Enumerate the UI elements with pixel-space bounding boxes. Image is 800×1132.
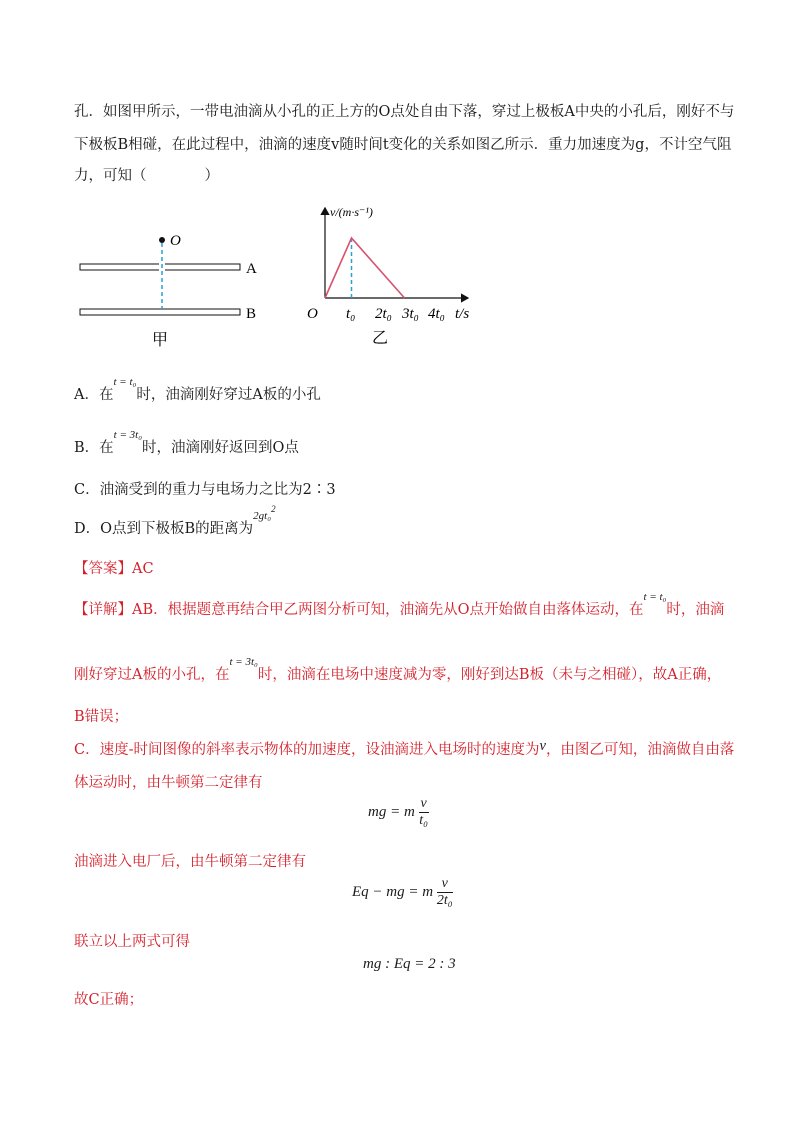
tick-t0: t₀: [346, 306, 356, 322]
label-o: O: [170, 233, 181, 249]
option-a-math: t = t₀: [113, 376, 137, 388]
point-o-dot: [159, 237, 165, 243]
explain-para-3: B错误；: [74, 709, 129, 725]
problem-line-3: 力，可知（ ）: [74, 168, 219, 184]
explain-para-6: 油滴进入电厂后，由牛顿第二定律有: [74, 854, 306, 870]
tick-3t0: 3t₀: [402, 306, 419, 322]
option-b-math: t = 3t₀: [113, 429, 143, 441]
option-a-prefix: A．在: [74, 387, 114, 403]
plate-b: [80, 309, 240, 315]
explain-math-t0: t = t₀: [643, 591, 667, 603]
tick-4t0: 4t₀: [428, 306, 445, 322]
formula-1: mg = m $\frac{v}{\text{t₀}}$: [368, 796, 429, 828]
explain-para-4: C．速度-时间图像的斜率表示物体的加速度，设油滴进入电场时的速度为v，由图乙可知，油滴做自由落: [74, 738, 735, 758]
option-b: [74, 429, 299, 457]
answer-label: 【答案】AC: [74, 561, 154, 577]
explain-para-7: 联立以上两式可得: [74, 934, 190, 950]
option-d-sup: 2: [271, 504, 276, 514]
origin-label: O: [307, 306, 318, 322]
tick-ts: t/s: [455, 306, 470, 322]
option-a-suffix: 时，油滴刚好穿过A板的小孔: [136, 387, 321, 403]
option-c: C．油滴受到的重力与电场力之比为2∶3: [74, 482, 336, 498]
y-axis-label: v/(m·s⁻¹): [330, 205, 373, 219]
formula-3: mg : Eq = 2 : 3: [363, 956, 456, 972]
option-d: [74, 504, 276, 538]
formula-2-fraction: $\frac{v}{\text{2t₀}}$: [436, 876, 453, 908]
option-b-prefix: B．在: [74, 440, 114, 456]
option-d-prefix: D．O点到下极板B的距离为: [74, 521, 254, 537]
caption-jia: 甲: [152, 332, 169, 349]
explain-para-1: 【详解】AB．根据题意再结合甲乙两图分析可知，油滴先从O点开始做自由落体运动，在$^{t = t_0}$时，油滴: [74, 591, 725, 618]
figure-yi-chart: [300, 200, 490, 355]
tick-2t0: 2t₀: [375, 306, 392, 322]
option-d-math: 2gt₀2: [253, 504, 276, 522]
formula-1-fraction: $\frac{v}{\text{t₀}}$: [419, 796, 429, 828]
figure-jia: [70, 225, 270, 355]
option-b-suffix: 时，油滴刚好返回到O点: [142, 440, 299, 456]
formula-2: Eq − mg = m $\frac{v}{\text{2t₀}}$: [352, 876, 453, 908]
explain-para-8: 故C正确；: [74, 992, 144, 1008]
option-a: [74, 376, 321, 404]
problem-line-1: 孔．如图甲所示，一带电油滴从小孔的正上方的O点处自由下落，穿过上极板A中央的小孔后，刚好不与: [74, 104, 735, 120]
explain-math-3t0: t = 3t₀: [229, 656, 258, 668]
label-b: B: [246, 306, 257, 322]
explain-math-v: v: [539, 738, 546, 754]
caption-yi: 乙: [372, 330, 389, 347]
label-a: A: [246, 261, 257, 277]
velocity-line: [325, 238, 405, 298]
explain-para-2: 刚好穿过A板的小孔，在$^{t = 3t_0}$时，油滴在电场中速度减为零，刚好到达B板（未与之相碰），故A正确，: [74, 656, 722, 683]
explain-para-5: 体运动时，由牛顿第二定律有: [74, 775, 263, 791]
problem-line-2: 下极板B相碰，在此过程中，油滴的速度v随时间t变化的关系如图乙所示．重力加速度为g，不计空气阻: [74, 137, 732, 153]
